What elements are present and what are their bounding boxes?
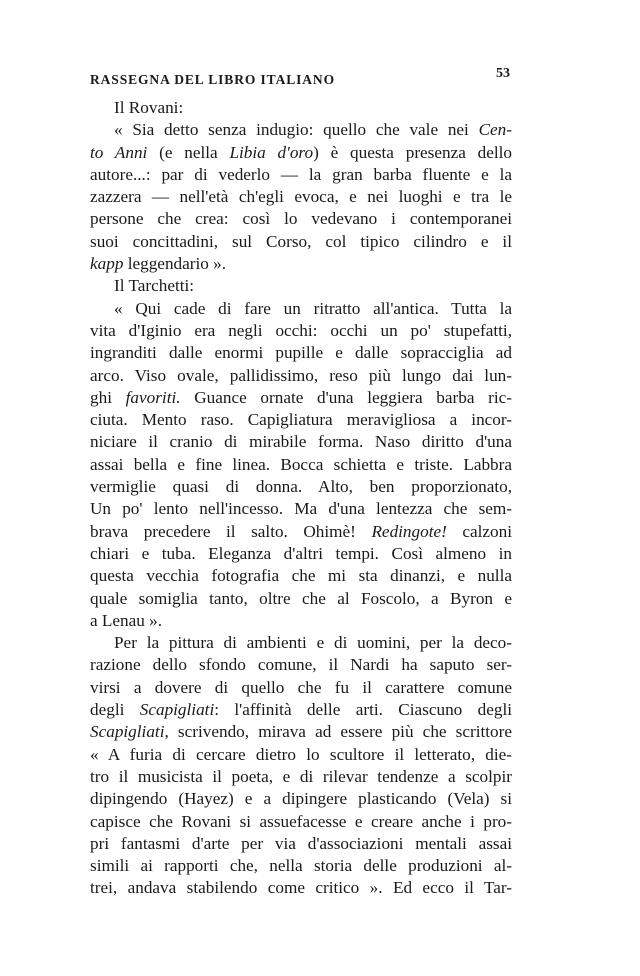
text-run: persone che crea: così lo vedevano i contemporanei	[90, 209, 512, 229]
text-line	[90, 610, 512, 632]
text-run: , scrivendo, mirava ad essere più che scrittore	[164, 722, 512, 742]
text-line	[90, 186, 512, 208]
text-run: leggendario ».	[123, 254, 227, 274]
text-line	[90, 543, 512, 565]
text-run: « A furia di cercare dietro lo scultore il letterato, die-	[90, 744, 512, 764]
text-line	[90, 208, 512, 230]
text-line	[90, 811, 512, 833]
text-line	[90, 699, 512, 721]
text-line	[90, 877, 512, 899]
text-line	[90, 164, 512, 186]
text-run: brava precedere il salto. Ohimè!	[90, 521, 372, 541]
text-run: trei, andava stabilendo come critico ». Ed ecco il Tar-	[90, 878, 512, 898]
text-run: quale somiglia tanto, oltre che al Foscolo, a Byron e	[90, 588, 512, 608]
text-line	[90, 565, 512, 587]
text-line	[90, 788, 512, 810]
italic-text: Scapigliati	[139, 700, 215, 720]
text-line	[90, 498, 512, 520]
text-line	[90, 97, 512, 119]
text-line	[90, 231, 512, 253]
text-run: « Sia detto senza indugio: quello che vale nei	[114, 120, 479, 140]
text-run: ingranditi dalle enormi pupille e dalle sopracciglia ad	[90, 343, 512, 363]
italic-text: kapp	[90, 254, 124, 274]
italic-text: Cen-	[478, 120, 512, 140]
text-run: ghi	[90, 387, 126, 407]
running-title: RASSEGNA DEL LIBRO ITALIANO	[90, 72, 335, 87]
text-run: capisce che Rovani si assuefacesse e creare anche i pro-	[90, 811, 512, 831]
text-line	[90, 632, 512, 654]
text-run: a Lenau ».	[90, 610, 163, 630]
text-run: arco. Viso ovale, pallidissimo, reso più lungo dai lun-	[90, 365, 512, 385]
italic-text: Libia d'oro	[229, 142, 314, 162]
text-run: chiari e tuba. Eleganza d'altri tempi. Così almeno in	[90, 543, 512, 563]
text-line	[90, 253, 512, 275]
text-line	[90, 387, 512, 409]
text-run: suoi concittadini, sul Corso, col tipico cilindro e il	[90, 231, 512, 251]
body-text	[90, 97, 512, 900]
text-run: simili ai rapporti che, nella storia delle produzioni al-	[90, 856, 512, 876]
text-run: « Qui cade di fare un ritratto all'antica. Tutta la	[114, 298, 512, 318]
text-run: Il Rovani:	[114, 98, 184, 117]
text-line	[90, 521, 512, 543]
text-line	[90, 320, 512, 342]
text-line	[90, 855, 512, 877]
text-line	[90, 476, 512, 498]
text-line	[90, 275, 512, 297]
text-line	[90, 721, 512, 743]
text-line	[90, 744, 512, 766]
text-line	[90, 766, 512, 788]
text-run: tro il musicista il poeta, e di rilevar tendenze a scolpir	[90, 766, 512, 786]
text-line	[90, 365, 512, 387]
text-run: zazzera — nell'età ch'egli evoca, e nei luoghi e tra le	[90, 187, 512, 207]
text-line	[90, 119, 512, 141]
text-line	[90, 588, 512, 610]
text-run: autore...: par di vederlo — la gran barba fluente e la	[90, 164, 512, 184]
italic-text: to Anni	[90, 142, 148, 162]
text-run: vermiglie quasi di donna. Alto, ben proporzionato,	[90, 477, 512, 497]
text-run: : l'affinità delle arti. Ciascuno degli	[214, 700, 512, 720]
text-line	[90, 431, 512, 453]
text-line	[90, 833, 512, 855]
italic-text: Redingote!	[371, 521, 447, 541]
text-line	[90, 298, 512, 320]
text-line	[90, 677, 512, 699]
text-run: razione dello sfondo comune, il Nardi ha saputo ser-	[90, 655, 512, 675]
text-run: degli	[90, 700, 140, 720]
page-header	[90, 66, 510, 90]
text-run: pri fantasmi d'arte per via d'associazioni mentali assai	[90, 833, 512, 853]
text-run: ciuta. Mento raso. Capigliatura meravigliosa a incor-	[90, 410, 512, 430]
text-run: Per la pittura di ambienti e di uomini, per la deco-	[114, 633, 512, 653]
text-run: niciare il cranio di mirabile forma. Naso diritto d'una	[90, 432, 512, 452]
text-run: Il Tarchetti:	[114, 276, 195, 296]
text-line	[90, 342, 512, 364]
text-run: dipingendo (Hayez) e a dipingere plasticando (Vela) si	[90, 789, 512, 809]
text-run: virsi a dovere di quello che fu il carattere comune	[90, 677, 512, 697]
text-line	[90, 142, 512, 164]
text-run: Un po' lento nell'incesso. Ma d'una lentezza che sem-	[90, 499, 512, 519]
text-line	[90, 409, 512, 431]
text-line	[90, 454, 512, 476]
text-run: calzoni	[446, 521, 513, 541]
text-run: assai bella e fine linea. Bocca schietta e triste. Labbra	[90, 454, 512, 474]
text-run: Guance ornate d'una leggiera barba ric-	[180, 387, 512, 407]
italic-text: favoriti.	[125, 387, 181, 407]
italic-text: Scapigliati	[90, 722, 165, 742]
text-run: vita d'Iginio era negli occhi: occhi un po' stupefatti,	[90, 320, 512, 340]
page-number: 53	[496, 66, 510, 81]
text-line	[90, 654, 512, 676]
text-run: ) è questa presenza dello	[313, 142, 512, 162]
text-run: (e nella	[147, 142, 230, 162]
text-run: questa vecchia fotografia che mi sta dinanzi, e nulla	[90, 566, 512, 586]
